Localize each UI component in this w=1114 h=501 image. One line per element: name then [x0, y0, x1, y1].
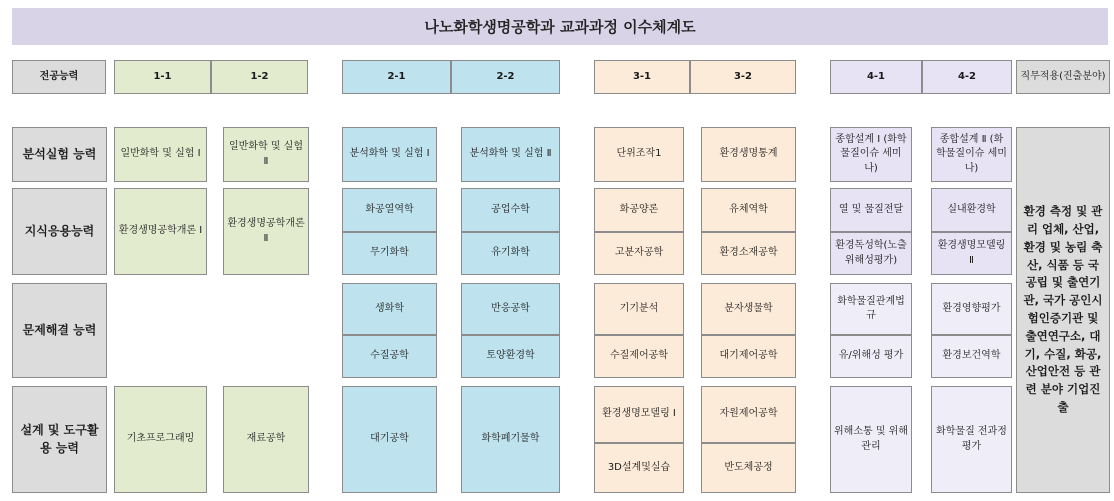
course-knowledge-2-2-a: 공업수학	[461, 188, 560, 232]
course-analysis-2-1: 분석화학 및 실험 Ⅰ	[342, 127, 437, 182]
header-semester-3-1: 3-1	[594, 60, 690, 94]
course-design-3-1-a: 환경생명모델링 Ⅰ	[594, 386, 684, 443]
course-problem-2-1-b: 수질공학	[342, 335, 437, 378]
header-semester-1-1: 1-1	[114, 60, 211, 94]
course-design-2-1: 대기공학	[342, 386, 437, 493]
course-knowledge-2-2-b: 유기화학	[461, 232, 560, 275]
course-design-2-2: 화학폐기물학	[461, 386, 560, 493]
course-design-3-2-b: 반도체공정	[701, 443, 796, 493]
course-problem-2-2-a: 반응공학	[461, 283, 560, 335]
course-design-3-1-b: 3D설계및실습	[594, 443, 684, 493]
course-problem-3-2-a: 분자생물학	[701, 283, 796, 335]
header-competency: 전공능력	[12, 60, 106, 94]
course-analysis-1-1: 일반화학 및 실험 Ⅰ	[114, 127, 207, 182]
course-knowledge-4-1-b: 환경독성학(노출 위해성평가)	[830, 232, 912, 275]
header-semester-1-2: 1-2	[211, 60, 308, 94]
course-problem-4-1-a: 화학물질관계법규	[830, 283, 912, 335]
course-analysis-4-1: 종합설계 Ⅰ (화학물질이슈 세미나)	[830, 127, 912, 182]
course-design-4-1: 위해소통 및 위해 관리	[830, 386, 912, 493]
career-fields: 환경 측정 및 관리 업체, 산업, 환경 및 농림 축산, 식품 등 국공립 및 출연기관, 국가 공인시험인증기관 및 출연연구소, 대기, 수질, 화공, 산업안전 등 관련 분야 기업진출	[1016, 127, 1110, 493]
course-knowledge-3-2-b: 환경소재공학	[701, 232, 796, 275]
course-problem-3-2-b: 대기제어공학	[701, 335, 796, 378]
course-knowledge-1-2: 환경생명공학개론 Ⅱ	[223, 188, 309, 275]
competency-problem: 문제해결 능력	[12, 283, 107, 378]
course-knowledge-1-1: 환경생명공학개론 Ⅰ	[114, 188, 207, 275]
course-knowledge-4-2-a: 실내환경학	[931, 188, 1012, 232]
course-knowledge-4-1-a: 열 및 물질전달	[830, 188, 912, 232]
course-design-1-1: 기초프로그래밍	[114, 386, 207, 493]
course-analysis-3-2: 환경생명통계	[701, 127, 796, 182]
course-analysis-4-2: 종합설계 Ⅱ (화학물질이슈 세미나)	[931, 127, 1012, 182]
course-problem-2-2-b: 토양환경학	[461, 335, 560, 378]
course-problem-4-2-b: 환경보건역학	[931, 335, 1012, 378]
competency-analysis: 분석실험 능력	[12, 127, 107, 182]
header-semester-4-2: 4-2	[922, 60, 1012, 94]
competency-design: 설계 및 도구활용 능력	[12, 386, 107, 493]
course-problem-4-1-b: 유/위해성 평가	[830, 335, 912, 378]
page-title: 나노화학생명공학과 교과과정 이수체계도	[12, 8, 1108, 45]
course-analysis-3-1: 단위조작1	[594, 127, 684, 182]
header-semester-2-2: 2-2	[451, 60, 560, 94]
course-knowledge-2-1-b: 무기화학	[342, 232, 437, 275]
header-semester-3-2: 3-2	[690, 60, 796, 94]
header-semester-2-1: 2-1	[342, 60, 451, 94]
header-career: 직무적용(진출분야)	[1016, 60, 1110, 94]
competency-knowledge: 지식응용능력	[12, 188, 107, 275]
header-semester-4-1: 4-1	[830, 60, 922, 94]
course-design-3-2-a: 자원제어공학	[701, 386, 796, 443]
course-knowledge-4-2-b: 환경생명모델링 Ⅱ	[931, 232, 1012, 275]
course-analysis-2-2: 분석화학 및 실험 Ⅱ	[461, 127, 560, 182]
course-design-1-2: 재료공학	[223, 386, 309, 493]
course-problem-3-1-a: 기기분석	[594, 283, 684, 335]
course-knowledge-3-1-b: 고분자공학	[594, 232, 684, 275]
course-problem-2-1-a: 생화학	[342, 283, 437, 335]
course-problem-4-2-a: 환경영향평가	[931, 283, 1012, 335]
course-design-4-2: 화학물질 전과정 평가	[931, 386, 1012, 493]
course-knowledge-3-2-a: 유체역학	[701, 188, 796, 232]
course-knowledge-3-1-a: 화공양론	[594, 188, 684, 232]
course-knowledge-2-1-a: 화공열역학	[342, 188, 437, 232]
course-problem-3-1-b: 수질제어공학	[594, 335, 684, 378]
course-analysis-1-2: 일반화학 및 실험 Ⅱ	[223, 127, 309, 182]
